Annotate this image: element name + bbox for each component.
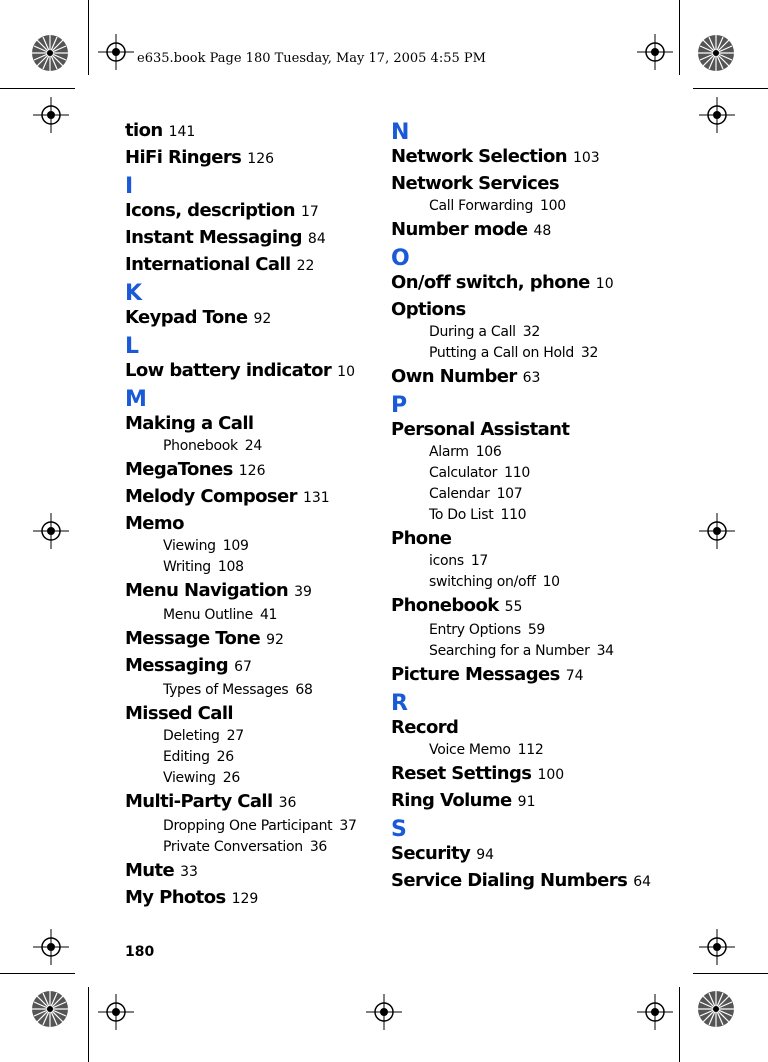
entry-page-number: 32 xyxy=(580,345,599,361)
index-subentry xyxy=(125,837,385,858)
index-subentry xyxy=(391,343,651,364)
entry-label: MegaTones xyxy=(125,459,233,480)
entry-label: To Do List xyxy=(429,507,494,523)
entry-label: Missed Call xyxy=(125,703,233,724)
entry-label: Viewing xyxy=(163,770,216,786)
entry-label: HiFi Ringers xyxy=(125,147,242,168)
entry-page-number: 100 xyxy=(537,767,565,783)
entry-label: Message Tone xyxy=(125,628,261,649)
entry-page-number: 126 xyxy=(247,151,275,167)
index-entry xyxy=(391,662,651,689)
entry-label: Voice Memo xyxy=(429,742,511,758)
index-column-right xyxy=(391,118,651,895)
entry-label: switching on/off xyxy=(429,574,536,590)
entry-label: Memo xyxy=(125,513,184,534)
entry-label: Making a Call xyxy=(125,413,254,434)
index-subentry xyxy=(125,557,385,578)
index-entry xyxy=(391,270,651,297)
index-entry xyxy=(125,578,385,605)
entry-page-number: 106 xyxy=(475,444,502,460)
entry-label: Deleting xyxy=(163,728,220,744)
index-subentry xyxy=(391,442,651,463)
entry-label: Low battery indicator xyxy=(125,360,332,381)
entry-label: Menu Navigation xyxy=(125,580,289,601)
entry-label: Icons, description xyxy=(125,200,295,221)
entry-page-number: 36 xyxy=(309,839,328,855)
index-subentry xyxy=(391,572,651,593)
registration-mark-icon xyxy=(33,929,69,965)
entry-page-number: 48 xyxy=(533,223,552,239)
index-entry xyxy=(391,788,651,815)
entry-label: Call Forwarding xyxy=(429,198,534,214)
star-target-icon xyxy=(31,34,69,72)
index-entry xyxy=(391,868,651,895)
entry-page-number: 84 xyxy=(307,231,326,247)
index-subentry xyxy=(391,484,651,505)
registration-mark-icon xyxy=(98,994,134,1030)
entry-page-number: 17 xyxy=(470,553,489,569)
entry-label: Service Dialing Numbers xyxy=(391,870,628,891)
entry-page-number: 92 xyxy=(266,632,284,648)
index-subentry xyxy=(125,816,385,837)
entry-label: Phonebook xyxy=(391,595,499,616)
entry-page-number: 10 xyxy=(542,574,560,590)
registration-mark-icon xyxy=(637,34,673,70)
index-entry xyxy=(391,171,651,196)
entry-label: Melody Composer xyxy=(125,486,297,507)
entry-label: Record xyxy=(391,717,459,738)
index-entry xyxy=(391,715,651,740)
index-entry xyxy=(125,701,385,726)
star-target-icon xyxy=(31,990,69,1028)
entry-label: Editing xyxy=(163,749,210,765)
entry-label: Picture Messages xyxy=(391,664,560,685)
entry-label: Multi-Party Call xyxy=(125,791,273,812)
index-entry xyxy=(125,653,385,680)
entry-page-number: 37 xyxy=(339,818,357,834)
entry-page-number: 67 xyxy=(234,659,252,675)
index-entry xyxy=(125,511,385,536)
entry-label: Network Selection xyxy=(391,146,567,167)
entry-label: Options xyxy=(391,299,466,320)
index-entry xyxy=(125,252,385,279)
index-column-left xyxy=(125,118,385,912)
entry-page-number: 59 xyxy=(527,622,546,638)
index-entry xyxy=(391,364,651,391)
index-entry xyxy=(391,593,651,620)
index-entry xyxy=(391,841,651,868)
entry-label: Keypad Tone xyxy=(125,307,248,328)
index-subentry xyxy=(125,536,385,557)
entry-label: tion xyxy=(125,120,163,141)
index-entry xyxy=(125,858,385,885)
entry-page-number: 36 xyxy=(278,795,297,811)
index-entry xyxy=(125,457,385,484)
index-subentry xyxy=(391,463,651,484)
entry-label: Network Services xyxy=(391,173,559,194)
index-entry xyxy=(391,761,651,788)
index-entry xyxy=(125,484,385,511)
entry-page-number: 63 xyxy=(522,370,541,386)
index-subentry xyxy=(391,322,651,343)
entry-page-number: 27 xyxy=(226,728,244,744)
index-entry xyxy=(391,417,651,442)
registration-mark-icon xyxy=(98,34,134,70)
index-subentry xyxy=(391,551,651,572)
index-section-letter: K xyxy=(125,281,142,306)
entry-page-number: 110 xyxy=(500,507,527,523)
entry-label: Security xyxy=(391,843,471,864)
star-target-icon xyxy=(697,34,735,72)
index-section-letter: I xyxy=(125,174,133,199)
index-entry xyxy=(125,411,385,436)
index-entry xyxy=(125,789,385,816)
index-entry xyxy=(391,297,651,322)
index-section-letter: L xyxy=(125,334,139,359)
entry-label: Putting a Call on Hold xyxy=(429,345,574,361)
registration-mark-icon xyxy=(699,929,735,965)
entry-page-number: 39 xyxy=(294,584,312,600)
index-subentry xyxy=(391,505,651,526)
print-slug: e635.book Page 180 Tuesday, May 17, 2005 4:55 PM xyxy=(137,51,486,66)
entry-label: Menu Outline xyxy=(163,607,253,623)
entry-page-number: 131 xyxy=(302,490,330,506)
entry-label: Searching for a Number xyxy=(429,643,590,659)
entry-label: Dropping One Participant xyxy=(163,818,333,834)
entry-page-number: 94 xyxy=(476,847,495,863)
entry-page-number: 41 xyxy=(259,607,278,623)
entry-page-number: 22 xyxy=(296,258,315,274)
index-entry xyxy=(125,198,385,225)
entry-page-number: 103 xyxy=(572,150,600,166)
entry-label: Private Conversation xyxy=(163,839,303,855)
entry-page-number: 109 xyxy=(222,538,249,554)
entry-label: Instant Messaging xyxy=(125,227,302,248)
registration-mark-icon xyxy=(33,513,69,549)
index-entry xyxy=(391,217,651,244)
entry-page-number: 112 xyxy=(517,742,544,758)
entry-label: Alarm xyxy=(429,444,469,460)
entry-page-number: 26 xyxy=(216,749,234,765)
index-entry xyxy=(125,358,385,385)
index-subentry xyxy=(391,196,651,217)
entry-label: Writing xyxy=(163,559,211,575)
index-section-letter: O xyxy=(391,246,410,271)
entry-page-number: 100 xyxy=(540,198,566,214)
entry-page-number: 108 xyxy=(217,559,244,575)
index-entry xyxy=(125,305,385,332)
entry-page-number: 126 xyxy=(238,463,266,479)
entry-label: Personal Assistant xyxy=(391,419,570,440)
entry-page-number: 107 xyxy=(496,486,523,502)
index-subentry xyxy=(391,641,651,662)
entry-label: Calculator xyxy=(429,465,498,481)
entry-label: icons xyxy=(429,553,464,569)
entry-page-number: 141 xyxy=(168,124,196,140)
registration-mark-icon xyxy=(33,97,69,133)
index-section-letter: R xyxy=(391,691,408,716)
index-subentry xyxy=(125,680,385,701)
index-subentry xyxy=(125,747,385,768)
index-section-letter: P xyxy=(391,393,407,418)
index-entry xyxy=(125,885,385,912)
entry-label: Types of Messages xyxy=(163,682,289,698)
entry-page-number: 24 xyxy=(244,438,263,454)
index-subentry xyxy=(391,740,651,761)
index-subentry xyxy=(125,768,385,789)
entry-page-number: 110 xyxy=(504,465,530,481)
entry-page-number: 33 xyxy=(180,864,198,880)
entry-page-number: 10 xyxy=(337,364,355,380)
entry-label: International Call xyxy=(125,254,291,275)
registration-mark-icon xyxy=(366,994,402,1030)
index-entry xyxy=(391,144,651,171)
entry-label: Ring Volume xyxy=(391,790,512,811)
registration-mark-icon xyxy=(699,97,735,133)
entry-page-number: 129 xyxy=(231,891,259,907)
entry-label: Own Number xyxy=(391,366,517,387)
entry-label: Messaging xyxy=(125,655,229,676)
entry-label: Number mode xyxy=(391,219,528,240)
entry-label: Phonebook xyxy=(163,438,238,454)
entry-label: During a Call xyxy=(429,324,516,340)
index-subentry xyxy=(125,436,385,457)
entry-page-number: 64 xyxy=(633,874,652,890)
index-entry xyxy=(125,225,385,252)
index-section-letter: S xyxy=(391,817,407,842)
entry-page-number: 10 xyxy=(595,276,614,292)
entry-page-number: 92 xyxy=(253,311,272,327)
index-subentry xyxy=(125,726,385,747)
entry-label: Entry Options xyxy=(429,622,521,638)
entry-page-number: 91 xyxy=(517,794,536,810)
entry-page-number: 34 xyxy=(596,643,614,659)
entry-label: Reset Settings xyxy=(391,763,532,784)
entry-page-number: 26 xyxy=(222,770,240,786)
index-entry xyxy=(125,626,385,653)
registration-mark-icon xyxy=(699,513,735,549)
index-entry xyxy=(391,526,651,551)
page-number: 180 xyxy=(125,944,155,960)
index-entry xyxy=(125,118,385,145)
registration-mark-icon xyxy=(637,994,673,1030)
entry-page-number: 17 xyxy=(300,204,319,220)
entry-label: My Photos xyxy=(125,887,226,908)
entry-label: Calendar xyxy=(429,486,490,502)
index-section-letter: N xyxy=(391,120,409,145)
entry-label: Phone xyxy=(391,528,452,549)
entry-page-number: 55 xyxy=(504,599,523,615)
index-section-letter: M xyxy=(125,387,147,412)
entry-page-number: 68 xyxy=(295,682,313,698)
entry-page-number: 74 xyxy=(565,668,584,684)
entry-label: Mute xyxy=(125,860,175,881)
star-target-icon xyxy=(697,990,735,1028)
index-subentry xyxy=(391,620,651,641)
entry-page-number: 32 xyxy=(522,324,540,340)
entry-label: Viewing xyxy=(163,538,216,554)
index-entry xyxy=(125,145,385,172)
entry-label: On/off switch, phone xyxy=(391,272,590,293)
index-subentry xyxy=(125,605,385,626)
